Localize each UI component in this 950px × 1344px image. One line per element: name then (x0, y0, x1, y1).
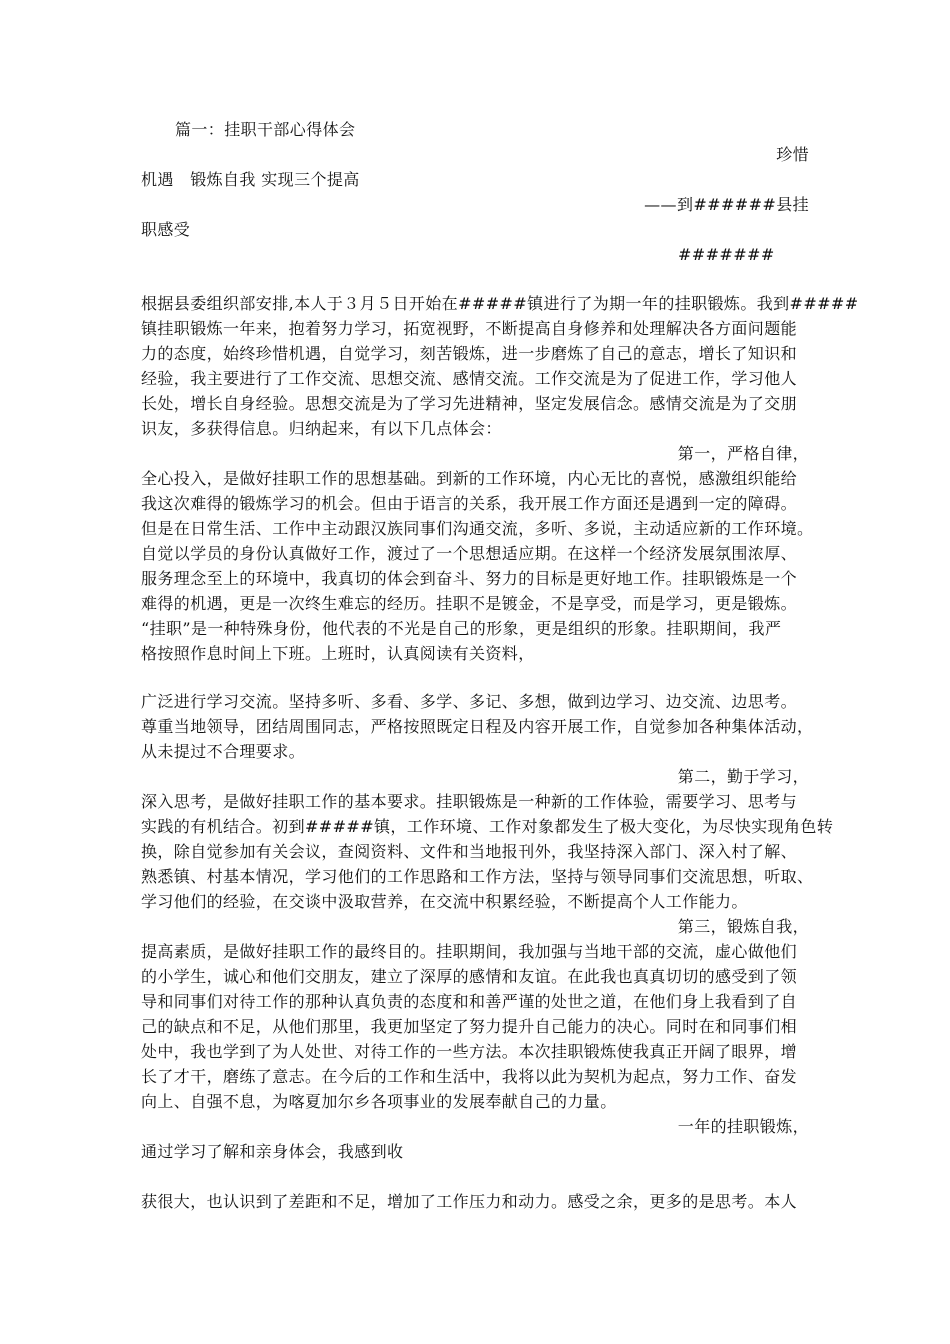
body-line: 长处，增长自身经验。思想交流是为了学习先进精神，坚定发展信念。感情交流是为了交朋 (141, 394, 798, 413)
body-line: 深入思考，是做好挂职工作的基本要求。挂职锻炼是一种新的工作体验，需要学习、思考与 (141, 792, 798, 811)
body-line: 己的缺点和不足，从他们那里，我更加坚定了努力提升自己能力的决心。同时在和同事们相 (141, 1017, 798, 1036)
subtitle-line-2: 机遇 锻炼自我 实现三个提高 (141, 170, 360, 189)
body-line: 广泛进行学习交流。坚持多听、多看、多学、多记、多想，做到边学习、边交流、边思考。 (141, 692, 798, 711)
closing-heading: 一年的挂职锻炼， (677, 1117, 809, 1136)
section-heading-2: 第二，勤于学习， (677, 767, 809, 786)
document-title: 篇一：挂职干部心得体会 (175, 120, 356, 139)
body-line: 熟悉镇、村基本情况，学习他们的工作思路和工作方法，坚持与领导同事们交流思想，听取、 (141, 867, 814, 886)
body-line: 我这次难得的锻炼学习的机会。但由于语言的关系，我开展工作方面还是遇到一定的障碍。 (141, 494, 798, 513)
body-line: 提高素质，是做好挂职工作的最终目的。挂职期间，我加强与当地干部的交流，虚心做他们 (141, 942, 798, 961)
body-line: 但是在日常生活、工作中主动跟汉族同事们沟通交流，多听、多说，主动适应新的工作环境。 (141, 519, 814, 538)
section-heading-1: 第一，严格自律， (677, 444, 809, 463)
body-line: 识友，多获得信息。归纳起来，有以下几点体会： (141, 419, 502, 438)
body-line: 镇挂职锻炼一年来，抱着努力学习，拓宽视野，不断提高自身修养和处理解决各方面问题能 (141, 319, 798, 338)
byline-line-1: ——到######县挂 (644, 195, 809, 214)
section-heading-3: 第三，锻炼自我， (677, 917, 809, 936)
body-line: 根据县委组织部安排,本人于３月５日开始在#####镇进行了为期一年的挂职锻炼。我到##### (141, 294, 859, 313)
author-name: ####### (678, 245, 775, 264)
body-line: 导和同事们对待工作的那种认真负责的态度和和善严谨的处世之道，在他们身上我看到了自 (141, 992, 798, 1011)
body-line: 获很大，也认识到了差距和不足，增加了工作压力和动力。感受之余，更多的是思考。本人 (141, 1192, 798, 1211)
body-line: 从未提过不合理要求。 (141, 742, 306, 761)
body-line: 长了才干，磨练了意志。在今后的工作和生活中，我将以此为契机为起点，努力工作、奋发 (141, 1067, 798, 1086)
body-line: 换，除自觉参加有关会议，查阅资料、文件和当地报刊外，我坚持深入部门、深入村了解、 (141, 842, 798, 861)
body-line: 服务理念至上的环境中，我真切的体会到奋斗、努力的目标是更好地工作。挂职锻炼是一个 (141, 569, 798, 588)
subtitle-line-1: 珍惜 (776, 145, 809, 164)
byline-line-2: 职感受 (141, 220, 191, 239)
body-line: 处中，我也学到了为人处世、对待工作的一些方法。本次挂职锻炼使我真正开阔了眼界，增 (141, 1042, 798, 1061)
body-line: 自觉以学员的身份认真做好工作，渡过了一个思想适应期。在这样一个经济发展氛围浓厚、 (141, 544, 798, 563)
body-line: 全心投入，是做好挂职工作的思想基础。到新的工作环境，内心无比的喜悦，感激组织能给 (141, 469, 798, 488)
body-line: 向上、自强不息，为喀夏加尔乡各项事业的发展奉献自己的力量。 (141, 1092, 617, 1111)
body-line: 的小学生，诚心和他们交朋友，建立了深厚的感情和友谊。在此我也真真切切的感受到了领 (141, 967, 798, 986)
body-line: 尊重当地领导，团结周围同志，严格按照既定日程及内容开展工作，自觉参加各种集体活动， (141, 717, 814, 736)
body-line: 力的态度，始终珍惜机遇，自觉学习，刻苦锻炼，进一步磨炼了自己的意志，增长了知识和 (141, 344, 798, 363)
body-line: 学习他们的经验，在交谈中汲取营养，在交流中积累经验，不断提高个人工作能力。 (141, 892, 748, 911)
body-line: 经验，我主要进行了工作交流、思想交流、感情交流。工作交流是为了促进工作，学习他人 (141, 369, 798, 388)
body-line: “挂职”是一种特殊身份，他代表的不光是自己的形象，更是组织的形象。挂职期间，我严 (141, 619, 782, 638)
body-line: 难得的机遇，更是一次终生难忘的经历。挂职不是镀金，不是享受，而是学习，更是锻炼。 (141, 594, 798, 613)
body-line: 格按照作息时间上下班。上班时，认真阅读有关资料， (141, 644, 535, 663)
body-line: 通过学习了解和亲身体会，我感到收 (141, 1142, 404, 1161)
body-line: 实践的有机结合。初到#####镇，工作环境、工作对象都发生了极大变化，为尽快实现角色转 (141, 817, 834, 836)
